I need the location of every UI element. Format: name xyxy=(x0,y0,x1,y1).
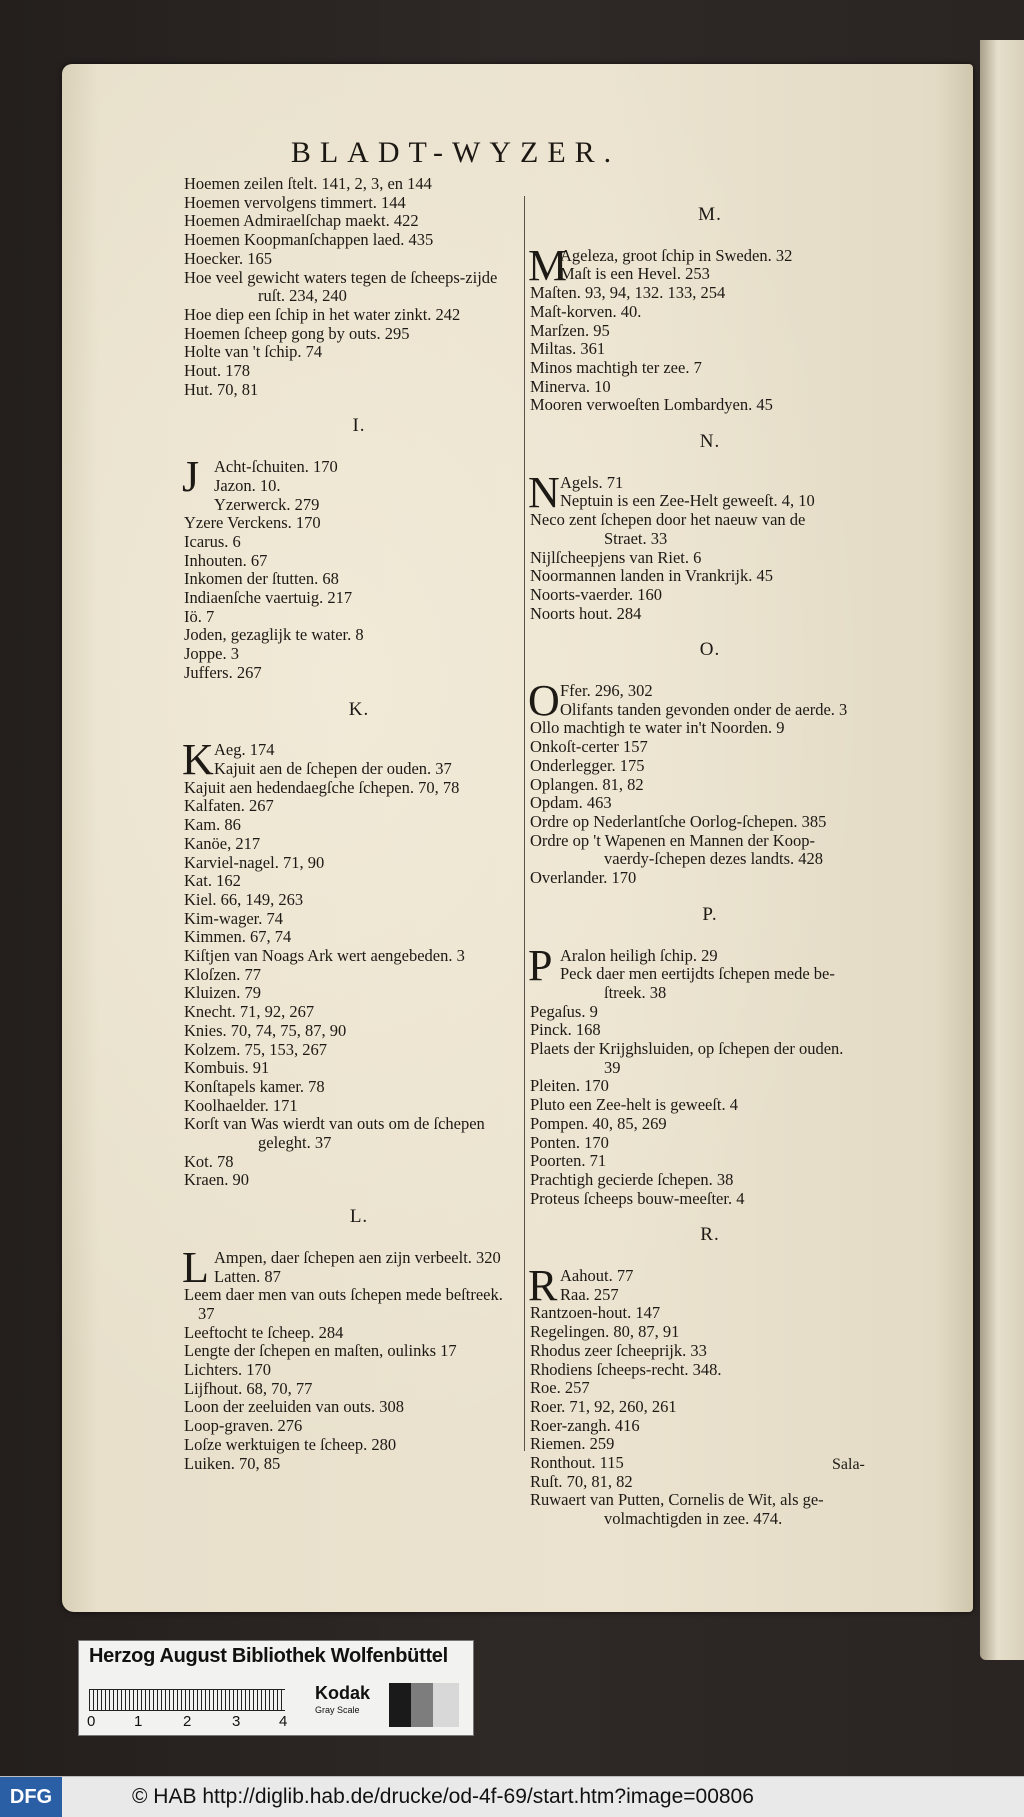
index-entry: Kombuis. 91 xyxy=(184,1058,270,1078)
drop-initial: R xyxy=(528,1261,558,1311)
index-entry: Kam. 86 xyxy=(184,815,241,835)
index-entry-text: Aeg. 174 xyxy=(214,740,275,760)
measuring-ruler xyxy=(89,1689,285,1711)
index-entry: Hout. 178 xyxy=(184,361,250,381)
index-entry-continuation: ſtreek. 38 xyxy=(604,982,667,1002)
facing-page-edge xyxy=(980,40,1024,1660)
index-entry-text: Ampen, daer ſchepen aen zijn verbeelt. 320 xyxy=(214,1247,501,1267)
copyright-link[interactable]: © HAB http://diglib.hab.de/drucke/od-4f-69/start.htm?image=00806 xyxy=(132,1785,754,1808)
index-entry: Ollo machtigh te water in't Noorden. 9 xyxy=(530,718,785,738)
index-entry-text: Aahout. 77 xyxy=(560,1266,634,1286)
index-entry: Joppe. 3 xyxy=(184,644,239,664)
index-entry-continuation: 37 xyxy=(198,1303,215,1323)
gray-scale-label: Gray Scale xyxy=(315,1705,360,1715)
index-entry: Noormannen landen in Vrankrijk. 45 xyxy=(530,566,773,586)
drop-initial: N xyxy=(528,467,560,517)
index-entry: Overlander. 170 xyxy=(530,868,637,888)
index-entry: Neptuin is een Zee-Helt geweeſt. 4, 10 xyxy=(560,491,815,511)
gray-swatch-dark xyxy=(389,1683,411,1727)
index-entry: Lengte der ſchepen en maſten, oulinks 17 xyxy=(184,1341,457,1361)
index-entry: Hoemen zeilen ſtelt. 141, 2, 3, en 144 xyxy=(184,174,432,193)
drop-initial: O xyxy=(528,676,560,726)
index-entry-text: Acht-ſchuiten. 170 xyxy=(214,457,338,477)
index-entry: Rantzoen-hout. 147 xyxy=(530,1303,661,1323)
footer-bar xyxy=(0,1776,1024,1817)
index-entry: Kim-wager. 74 xyxy=(184,908,283,928)
index-entry: Ronthout. 115 xyxy=(530,1453,624,1473)
index-entry-continuation: 39 xyxy=(604,1057,621,1077)
section-letter-heading: O. xyxy=(699,639,721,661)
section-letter-heading: R. xyxy=(700,1224,720,1246)
index-entry: Hoemen Admiraelſchap maekt. 422 xyxy=(184,211,419,231)
index-entry: Hoemen vervolgens timmert. 144 xyxy=(184,192,406,212)
index-entry: Ponten. 170 xyxy=(530,1132,609,1152)
index-entry-text: Ffer. 296, 302 xyxy=(560,681,653,701)
index-entry: Opdam. 463 xyxy=(530,793,612,813)
index-entry: Jazon. 10. xyxy=(214,475,281,495)
index-entry-continuation: Straet. 33 xyxy=(604,528,668,548)
index-entry: Yzere Verckens. 170 xyxy=(184,513,321,533)
drop-initial: J xyxy=(182,452,200,502)
index-entry: Prachtigh gecierde ſchepen. 38 xyxy=(530,1169,734,1189)
index-entry: Ordre op 't Wapenen en Mannen der Koop- xyxy=(530,830,815,850)
index-entry-continuation: vaerdy-ſchepen dezes landts. 428 xyxy=(604,849,823,869)
index-entry: Rhodus zeer ſcheeprijk. 33 xyxy=(530,1340,707,1360)
index-entry: Minerva. 10 xyxy=(530,376,611,396)
index-entry: Luiken. 70, 85 xyxy=(184,1453,281,1473)
index-entry: Maſt is een Hevel. 253 xyxy=(560,264,710,284)
index-entry: Joden, gezaglijk te water. 8 xyxy=(184,625,364,645)
index-entry: Lijfhout. 68, 70, 77 xyxy=(184,1378,313,1398)
ruler-label: 0 xyxy=(87,1713,96,1730)
index-entry: Ordre op Nederlantſche Oorlog-ſchepen. 385 xyxy=(530,811,827,831)
index-entry: Hut. 70, 81 xyxy=(184,379,259,399)
index-entry: Roer-zangh. 416 xyxy=(530,1415,640,1435)
index-entry: Pegaſus. 9 xyxy=(530,1001,598,1021)
section-letter-heading: I. xyxy=(352,415,366,437)
index-entry: Proteus ſcheeps bouw-meeſter. 4 xyxy=(530,1188,745,1208)
index-entry: Kalfaten. 267 xyxy=(184,796,274,816)
index-entry: Onkoſt-certer 157 xyxy=(530,737,648,757)
index-entry: Karviel-nagel. 71, 90 xyxy=(184,852,325,872)
index-entry: Kanöe, 217 xyxy=(184,833,261,853)
index-entry: Hoecker. 165 xyxy=(184,248,272,268)
index-entry: Roe. 257 xyxy=(530,1378,590,1398)
index-entry: Kimmen. 67, 74 xyxy=(184,927,292,947)
index-entry: Latten. 87 xyxy=(214,1266,281,1286)
index-entry: Kluizen. 79 xyxy=(184,983,261,1003)
index-entry: Neco zent ſchepen door het naeuw van de xyxy=(530,510,806,530)
index-entry: Nijlſcheepjens van Riet. 6 xyxy=(530,547,702,567)
ruler-label: 1 xyxy=(134,1713,143,1730)
index-entry: Roer. 71, 92, 260, 261 xyxy=(530,1396,677,1416)
index-entry: Yzerwerck. 279 xyxy=(214,494,320,514)
index-entry: Riemen. 259 xyxy=(530,1434,615,1454)
index-entry: Onderlegger. 175 xyxy=(530,755,645,775)
index-entry: Marſzen. 95 xyxy=(530,320,610,340)
index-entry: Leem daer men van outs ſchepen mede beſtreek. xyxy=(184,1285,503,1305)
index-column-right xyxy=(530,188,890,1529)
index-entry-continuation: volmachtigden in zee. 474. xyxy=(604,1509,783,1529)
section-letter-heading: N. xyxy=(699,431,721,453)
catchword: Sala- xyxy=(832,1456,865,1473)
index-entry: Rhodiens ſcheeps-recht. 348. xyxy=(530,1359,722,1379)
index-entry: Konſtapels kamer. 78 xyxy=(184,1076,325,1096)
index-entry: Knecht. 71, 92, 267 xyxy=(184,1002,315,1022)
drop-initial: P xyxy=(528,940,553,990)
index-entry: Minos machtigh ter zee. 7 xyxy=(530,357,702,377)
drop-initial: M xyxy=(528,240,568,290)
library-name: Herzog August Bibliothek Wolfenbüttel xyxy=(89,1645,448,1667)
index-entry: Kiel. 66, 149, 263 xyxy=(184,889,304,909)
index-entry: Noorts-vaerder. 160 xyxy=(530,584,662,604)
index-entry: Hoemen ſcheep gong by outs. 295 xyxy=(184,323,410,343)
index-entry: Oplangen. 81, 82 xyxy=(530,774,644,794)
index-entry: Icarus. 6 xyxy=(184,531,241,551)
index-entry: Ruſt. 70, 81, 82 xyxy=(530,1471,633,1491)
index-entry: Ruwaert van Putten, Cornelis de Wit, als ge- xyxy=(530,1490,824,1510)
index-entry: Lichters. 170 xyxy=(184,1360,272,1380)
index-entry: Kot. 78 xyxy=(184,1151,234,1171)
ruler-label: 2 xyxy=(183,1713,192,1730)
index-column-left xyxy=(184,175,534,1473)
index-entry: Plaets der Krijghsluiden, op ſchepen der ouden. xyxy=(530,1039,844,1059)
index-entry: Pompen. 40, 85, 269 xyxy=(530,1113,667,1133)
index-entry: Hoe diep een ſchip in het water zinkt. 242 xyxy=(184,304,461,324)
index-entry: Korſt van Was wierdt van outs om de ſchepen xyxy=(184,1114,485,1134)
index-entry: Inhouten. 67 xyxy=(184,550,268,570)
index-entry-text: Aralon heiligh ſchip. 29 xyxy=(560,945,718,965)
index-entry: Mooren verwoeſten Lombardyen. 45 xyxy=(530,395,773,415)
index-entry: Poorten. 71 xyxy=(530,1151,607,1171)
index-entry: Maſten. 93, 94, 132. 133, 254 xyxy=(530,283,726,303)
index-entry: Noorts hout. 284 xyxy=(530,603,642,623)
index-entry: Koolhaelder. 171 xyxy=(184,1095,298,1115)
index-entry: Knies. 70, 74, 75, 87, 90 xyxy=(184,1020,347,1040)
index-entry: Hoemen Koopmanſchappen laed. 435 xyxy=(184,230,434,250)
gray-swatch-mid xyxy=(411,1683,433,1727)
index-entry: Pinck. 168 xyxy=(530,1020,601,1040)
index-entry: Miltas. 361 xyxy=(530,339,606,359)
index-entry: Kiſtjen van Noags Ark wert aengebeden. 3 xyxy=(184,946,465,966)
index-entry: Kolzem. 75, 153, 267 xyxy=(184,1039,327,1059)
index-entry-text: Ageleza, groot ſchip in Sweden. 32 xyxy=(560,245,793,265)
index-entry: Peck daer men eertijdts ſchepen mede be- xyxy=(560,964,835,984)
index-entry-continuation: geleght. 37 xyxy=(258,1133,332,1153)
index-entry: Pleiten. 170 xyxy=(530,1076,609,1096)
index-entry: Leeftocht te ſcheep. 284 xyxy=(184,1322,344,1342)
index-entry: Kat. 162 xyxy=(184,871,241,891)
index-entry: Kloſzen. 77 xyxy=(184,964,261,984)
gray-swatch-light xyxy=(433,1683,459,1727)
index-entry: Raa. 257 xyxy=(560,1284,619,1304)
index-entry: Regelingen. 80, 87, 91 xyxy=(530,1322,680,1342)
page-title: BLADT-WYZER. xyxy=(290,136,621,169)
index-entry: Iö. 7 xyxy=(184,606,215,626)
index-entry: Olifants tanden gevonden onder de aerde. 3 xyxy=(560,699,848,719)
section-letter-heading: P. xyxy=(702,903,718,925)
index-entry: Kajuit aen hedendaegſche ſchepen. 70, 78 xyxy=(184,777,460,797)
kodak-brand: Kodak xyxy=(315,1683,371,1703)
section-letter-heading: L. xyxy=(349,1206,369,1228)
drop-initial: K xyxy=(182,735,214,785)
index-entry: Kajuit aen de ſchepen der ouden. 37 xyxy=(214,758,452,778)
index-entry-continuation: ruſt. 234, 240 xyxy=(258,286,347,306)
section-letter-heading: K. xyxy=(348,698,370,720)
index-entry: Indiaenſche vaertuig. 217 xyxy=(184,588,353,608)
index-entry: Holte van 't ſchip. 74 xyxy=(184,342,323,362)
index-entry-text: Agels. 71 xyxy=(560,472,624,492)
index-entry: Inkomen der ſtutten. 68 xyxy=(184,569,339,589)
index-entry: Hoe veel gewicht waters tegen de ſcheeps-zijde xyxy=(184,267,498,287)
ruler-label: 4 xyxy=(279,1713,288,1730)
index-entry: Maſt-korven. 40. xyxy=(530,301,642,321)
index-entry: Loſze werktuigen te ſcheep. 280 xyxy=(184,1434,397,1454)
index-entry: Kraen. 90 xyxy=(184,1170,250,1190)
section-letter-heading: M. xyxy=(698,204,722,225)
drop-initial: L xyxy=(182,1242,209,1292)
index-entry: Juffers. 267 xyxy=(184,662,262,682)
dfg-logo[interactable]: DFG xyxy=(0,1777,62,1817)
ruler-label: 3 xyxy=(232,1713,241,1730)
index-entry: Loop-graven. 276 xyxy=(184,1416,303,1436)
color-calibration-chart xyxy=(78,1640,474,1736)
index-entry: Loon der zeeluiden van outs. 308 xyxy=(184,1397,404,1417)
index-entry: Pluto een Zee-helt is geweeſt. 4 xyxy=(530,1095,739,1115)
